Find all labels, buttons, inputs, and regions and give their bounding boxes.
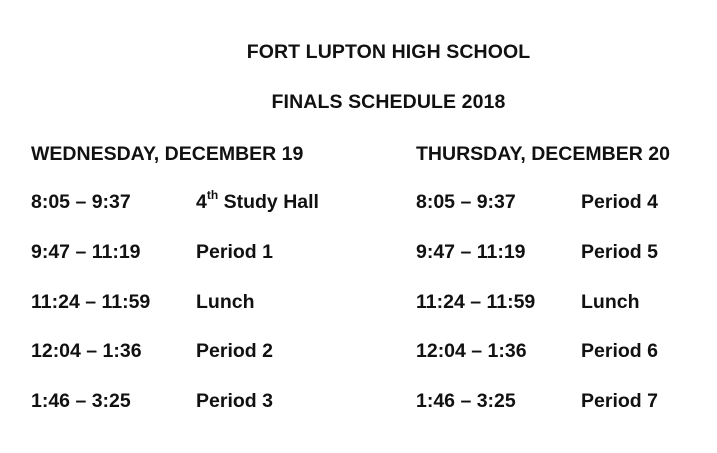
slot-activity: Period 3 [196, 390, 273, 412]
slot-activity-number: 4 [196, 191, 207, 213]
slot-activity: Period 7 [581, 390, 658, 412]
slot-activity: Period 2 [196, 340, 273, 362]
slot-activity: Lunch [581, 291, 640, 313]
slot-time: 1:46 – 3:25 [416, 390, 516, 412]
slot-activity: Period 1 [196, 241, 273, 263]
school-title: FORT LUPTON HIGH SCHOOL [246, 41, 531, 63]
slot-activity-text: Study Hall [218, 191, 319, 213]
schedule-title: FINALS SCHEDULE 2018 [271, 91, 506, 113]
slot-time: 8:05 – 9:37 [31, 191, 131, 213]
slot-activity [196, 187, 319, 214]
slot-time: 9:47 – 11:19 [31, 241, 141, 263]
slot-activity: Period 5 [581, 241, 658, 263]
slot-activity-ordinal: th [206, 187, 219, 202]
wednesday-heading: WEDNESDAY, DECEMBER 19 [31, 143, 304, 165]
slot-time: 12:04 – 1:36 [31, 340, 142, 362]
slot-activity: Lunch [196, 291, 255, 313]
thursday-heading: THURSDAY, DECEMBER 20 [416, 143, 670, 165]
slot-time: 8:05 – 9:37 [416, 191, 516, 213]
slot-activity: Period 6 [581, 340, 658, 362]
slot-time: 11:24 – 11:59 [31, 291, 151, 313]
slot-time: 12:04 – 1:36 [416, 340, 527, 362]
slot-activity: Period 4 [581, 191, 658, 213]
slot-time: 9:47 – 11:19 [416, 241, 526, 263]
slot-time: 1:46 – 3:25 [31, 390, 131, 412]
slot-time: 11:24 – 11:59 [416, 291, 536, 313]
